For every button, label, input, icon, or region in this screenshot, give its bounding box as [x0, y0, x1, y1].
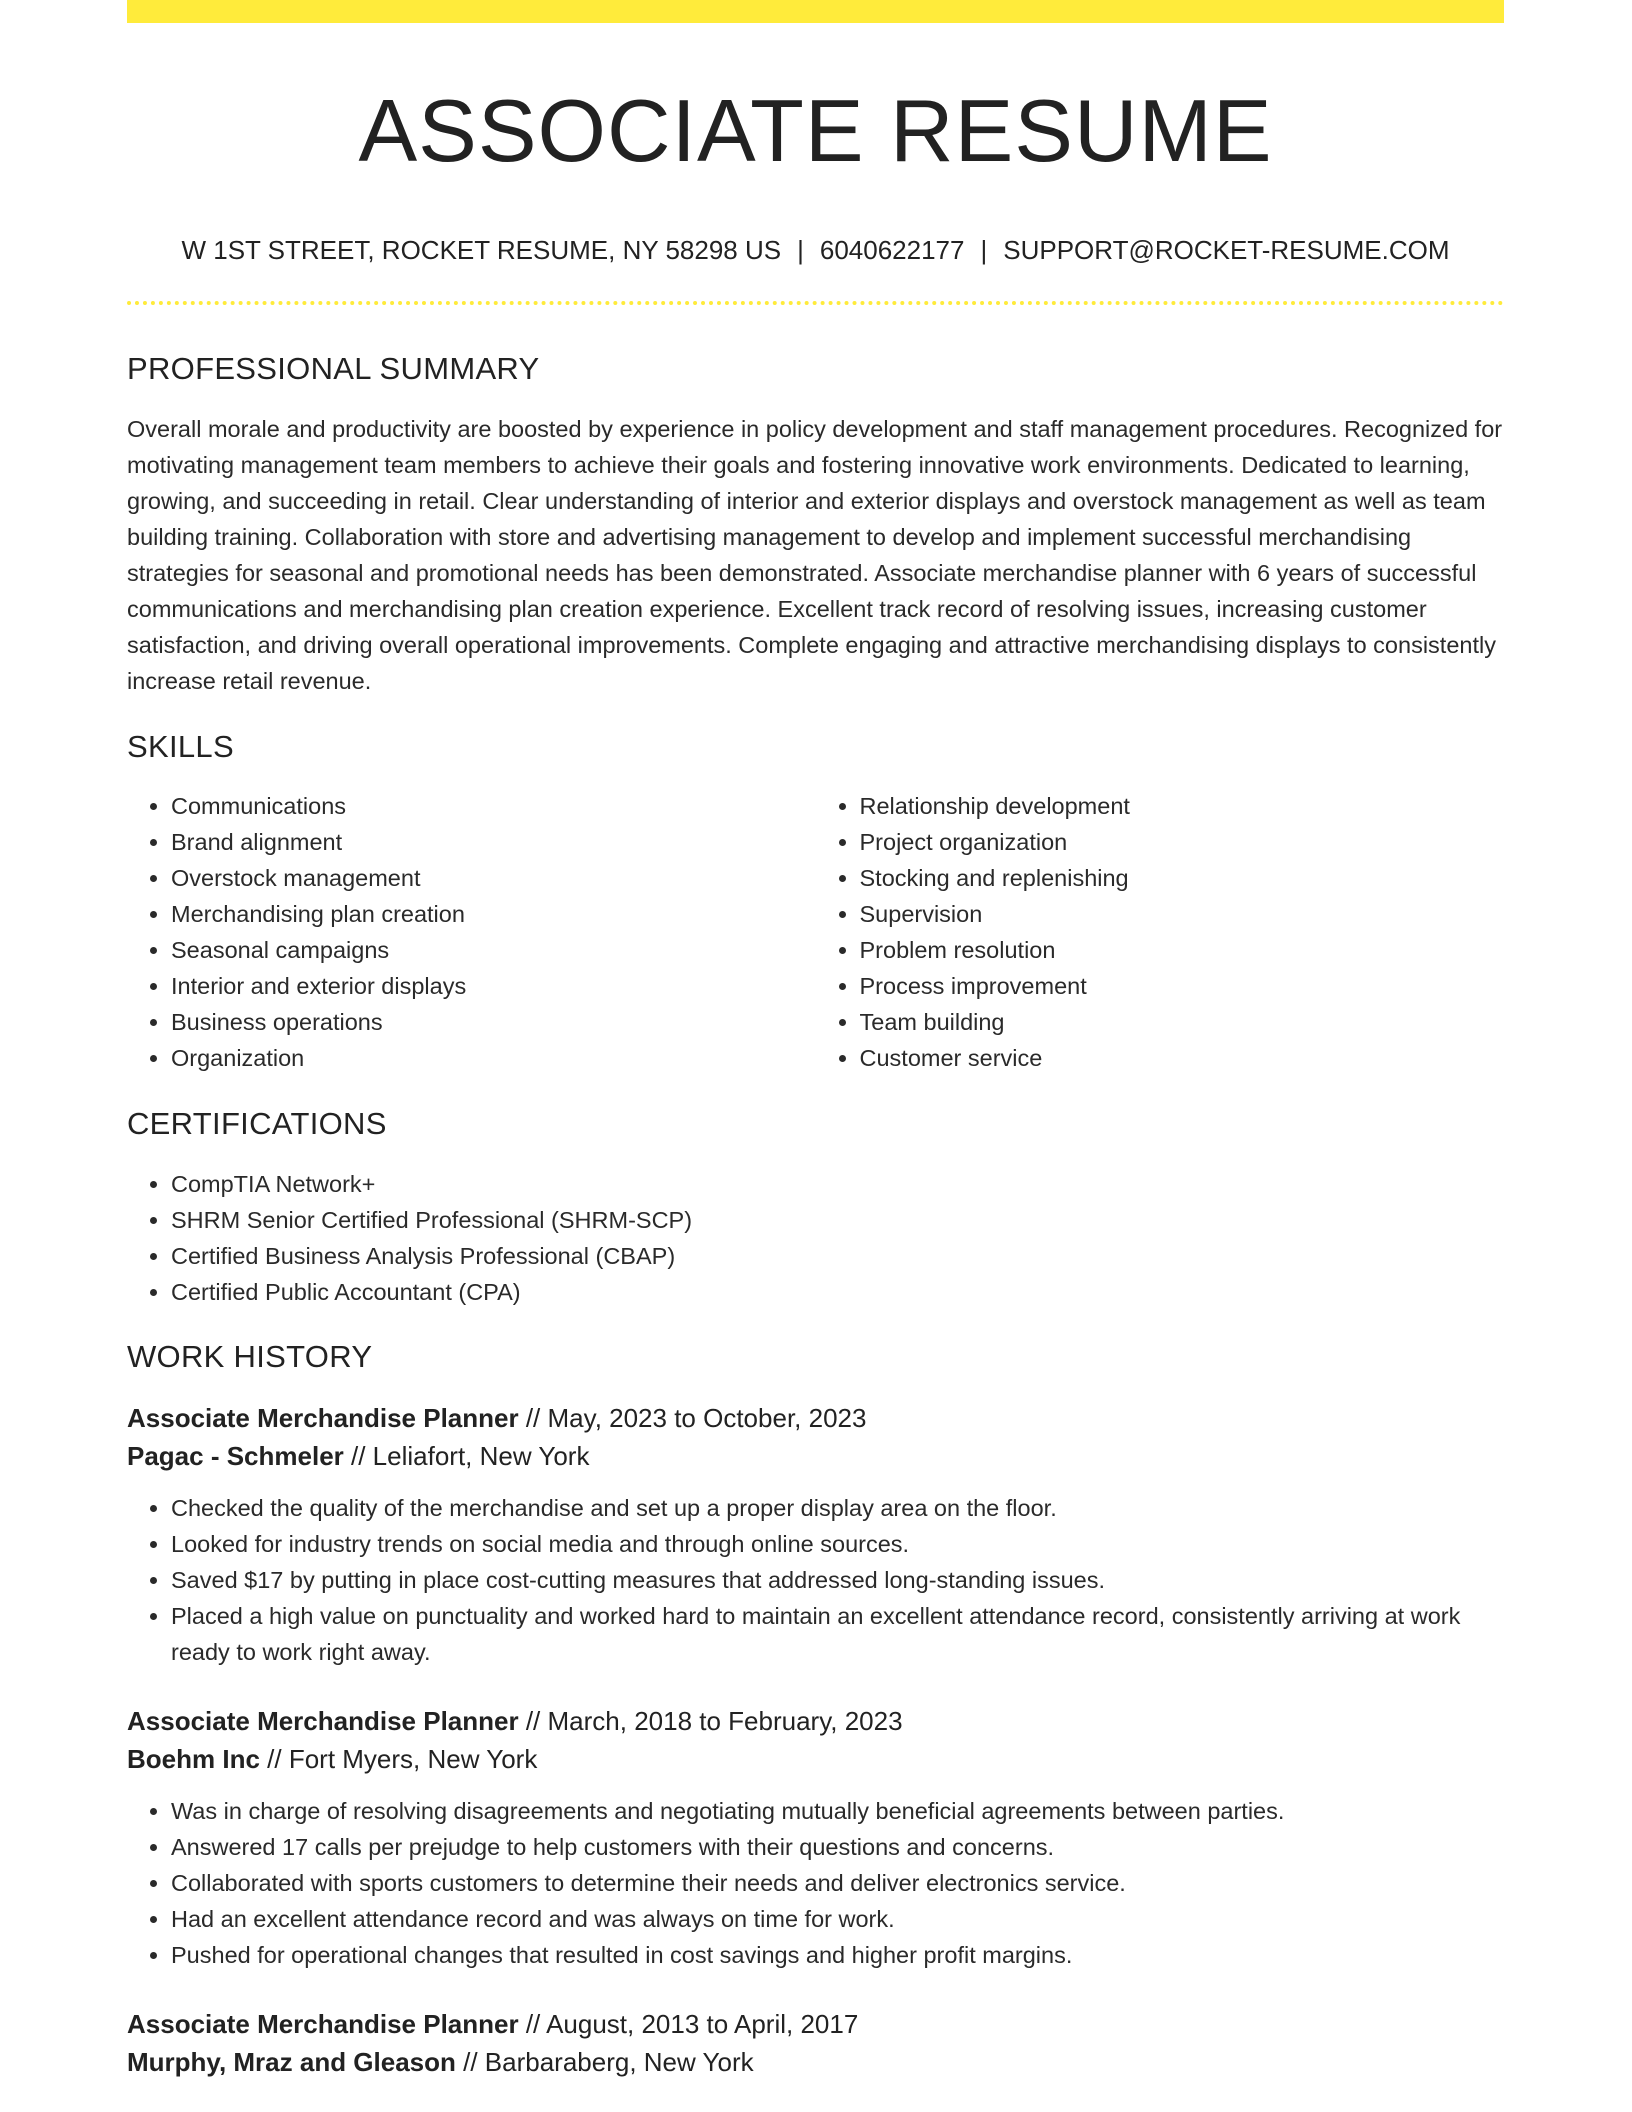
job-dates: // August, 2013 to April, 2017 — [518, 2009, 859, 2039]
skill-item: • Business operations — [171, 1004, 816, 1040]
section-title-summary: PROFESSIONAL SUMMARY — [127, 351, 540, 386]
job-bullet: • Was in charge of resolving disagreements and negotiating mutually beneficial agreements between parties. — [171, 1793, 1504, 1829]
job-title-line — [127, 1399, 1504, 1437]
job-bullet: • Placed a high value on punctuality and worked hard to maintain an excellent attendance record, consistently arriving at work ready to work right away. — [171, 1598, 1504, 1670]
job-location: // Fort Myers, New York — [259, 1744, 538, 1774]
contact-line — [127, 233, 1504, 267]
job-role: Associate Merchandise Planner — [127, 2009, 519, 2039]
job-role: Associate Merchandise Planner — [127, 1403, 519, 1433]
skill-item: • Process improvement — [860, 968, 1505, 1004]
skill-item: • Supervision — [860, 896, 1505, 932]
resume-title: ASSOCIATE RESUME — [358, 81, 1273, 180]
skill-item: • Brand alignment — [171, 824, 816, 860]
contact-address: W 1ST STREET, ROCKET RESUME, NY 58298 US — [181, 235, 782, 265]
certification-item: • CompTIA Network+ — [171, 1166, 1504, 1202]
job-company: Pagac - Schmeler — [127, 1441, 344, 1471]
job-bullet-list — [127, 1490, 1504, 1670]
job-role: Associate Merchandise Planner — [127, 1706, 519, 1736]
skill-item: • Organization — [171, 1040, 816, 1076]
skill-item: • Stocking and replenishing — [860, 860, 1505, 896]
skills-grid — [127, 788, 1504, 1076]
job-bullet-list — [127, 1793, 1504, 1973]
certification-item: • Certified Business Analysis Professional (CBAP) — [171, 1238, 1504, 1274]
skills-list-left — [127, 788, 816, 1076]
job-bullet: • Answered 17 calls per prejudge to help customers with their questions and concerns. — [171, 1829, 1504, 1865]
resume-page — [127, 0, 1504, 2081]
job-company: Boehm Inc — [127, 1744, 260, 1774]
certifications-list — [127, 1166, 1504, 1310]
job-entry — [127, 1702, 1504, 1973]
job-company-line — [127, 1437, 1504, 1475]
job-dates: // March, 2018 to February, 2023 — [518, 1706, 903, 1736]
skill-item: • Interior and exterior displays — [171, 968, 816, 1004]
skills-column-right — [816, 788, 1505, 1076]
contact-email: SUPPORT@ROCKET-RESUME.COM — [1003, 235, 1450, 265]
skill-item: • Project organization — [860, 824, 1505, 860]
job-company-line — [127, 2043, 1504, 2081]
skill-item: • Customer service — [860, 1040, 1505, 1076]
job-location: // Barbaraberg, New York — [455, 2047, 754, 2077]
skill-item: • Overstock management — [171, 860, 816, 896]
certification-item: • SHRM Senior Certified Professional (SHRM-SCP) — [171, 1202, 1504, 1238]
skill-item: • Merchandising plan creation — [171, 896, 816, 932]
contact-separator: | — [797, 235, 804, 265]
job-location: // Leliafort, New York — [343, 1441, 590, 1471]
contact-separator: | — [980, 235, 988, 265]
job-bullet: • Saved $17 by putting in place cost-cutting measures that addressed long-standing issues. — [171, 1562, 1504, 1598]
contact-phone: 6040622177 — [819, 235, 965, 265]
job-entry — [127, 1399, 1504, 1670]
job-company-line — [127, 1740, 1504, 1778]
section-title-certifications: CERTIFICATIONS — [127, 1106, 387, 1141]
job-dates: // May, 2023 to October, 2023 — [518, 1403, 867, 1433]
job-bullet: • Had an excellent attendance record and was always on time for work. — [171, 1901, 1504, 1937]
job-title-line — [127, 2005, 1504, 2043]
skill-item: • Relationship development — [860, 788, 1505, 824]
skill-item: • Team building — [860, 1004, 1505, 1040]
job-bullet: • Pushed for operational changes that resulted in cost savings and higher profit margins. — [171, 1937, 1504, 1973]
section-title-skills: SKILLS — [127, 729, 234, 764]
job-bullet: • Looked for industry trends on social media and through online sources. — [171, 1526, 1504, 1562]
skill-item: • Problem resolution — [860, 932, 1505, 968]
dotted-divider — [127, 301, 1504, 305]
certification-item: • Certified Public Accountant (CPA) — [171, 1274, 1504, 1310]
top-accent-bar — [127, 0, 1504, 23]
summary-text: Overall morale and productivity are boosted by experience in policy development and staff management procedures. Recognized for motivating management team members to achieve their goals and fostering innovative work environments. Dedicated to learning, growing, and succeeding in retail. Clear understanding of interior and exterior displays and overstock management as well as team building training. Collaboration with store and advertising management to develop and implement successful merchandising strategies for seasonal and promotional needs has been demonstrated. Associate merchandise planner with 6 years of successful communications and merchandising plan creation experience. Excellent track record of resolving issues, increasing customer satisfaction, and driving overall operational improvements. Complete engaging and attractive merchandising displays to consistently increase retail revenue. — [127, 416, 1503, 694]
skills-list-right — [816, 788, 1505, 1076]
section-title-work-history: WORK HISTORY — [127, 1339, 373, 1374]
job-title-line — [127, 1702, 1504, 1740]
skill-item: • Communications — [171, 788, 816, 824]
job-bullet: • Checked the quality of the merchandise and set up a proper display area on the floor. — [171, 1490, 1504, 1526]
skill-item: • Seasonal campaigns — [171, 932, 816, 968]
skills-column-left — [127, 788, 816, 1076]
job-company: Murphy, Mraz and Gleason — [127, 2047, 456, 2077]
job-bullet: • Collaborated with sports customers to determine their needs and deliver electronics service. — [171, 1865, 1504, 1901]
job-entry — [127, 2005, 1504, 2081]
